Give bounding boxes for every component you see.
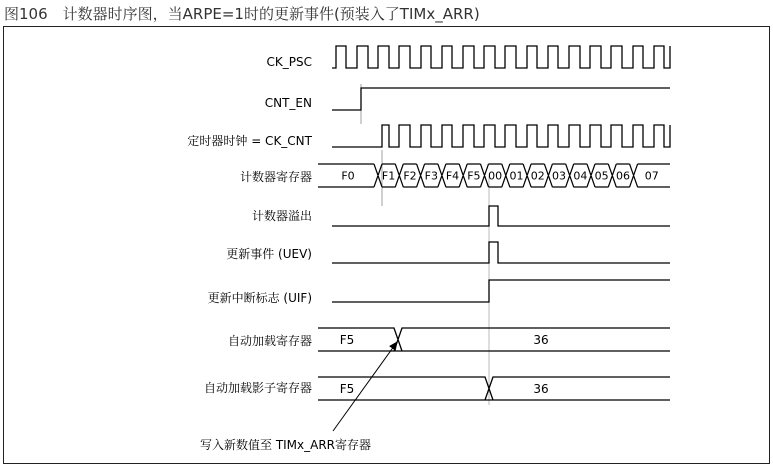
- counter-value-03: 03: [552, 169, 566, 183]
- annotation-write-arr: 写入新数值至 TIMx_ARR寄存器: [200, 438, 372, 452]
- counter-value-02: 02: [530, 169, 545, 183]
- waveform-update-event: [332, 242, 670, 263]
- counter-value-00: 00: [488, 169, 503, 183]
- bus-auto-reload-register: [318, 328, 670, 351]
- label-ck-cnt: 定时器时钟 = CK_CNT: [187, 134, 312, 148]
- counter-value-F3: F3: [424, 169, 438, 183]
- counter-value-07: 07: [644, 169, 659, 183]
- counter-value-F1: F1: [381, 169, 396, 183]
- counter-value-F4: F4: [445, 169, 460, 183]
- label-cnt-en: CNT_EN: [264, 96, 312, 110]
- counter-value-05: 05: [594, 169, 609, 183]
- label-update-interrupt-flag: 更新中断标志 (UIF): [207, 291, 312, 305]
- arr-value-after: 36: [533, 333, 549, 347]
- label-auto-reload-shadow-register: 自动加载影子寄存器: [203, 381, 312, 395]
- waveform-counter-overflow: [332, 206, 670, 226]
- arr-shadow-value-before: F5: [339, 382, 355, 396]
- label-counter-overflow: 计数器溢出: [251, 209, 312, 223]
- label-counter-register: 计数器寄存器: [239, 170, 312, 184]
- waveform-ck-psc: [332, 46, 670, 68]
- counter-value-01: 01: [509, 169, 524, 183]
- waveform-ck-cnt: [332, 125, 670, 147]
- counter-value-F5: F5: [467, 169, 481, 183]
- waveform-update-interrupt-flag: [332, 280, 670, 302]
- arr-value-before: F5: [339, 333, 355, 347]
- bus-auto-reload-shadow-register: [318, 377, 670, 400]
- label-auto-reload-register: 自动加载寄存器: [227, 334, 312, 348]
- counter-register-bus: [318, 164, 670, 187]
- label-update-event: 更新事件 (UEV): [226, 247, 312, 261]
- arr-shadow-value-after: 36: [533, 382, 549, 396]
- counter-value-06: 06: [616, 169, 630, 183]
- counter-value-04: 04: [573, 169, 588, 183]
- waveform-cnt-en: [332, 88, 670, 110]
- counter-value-F2: F2: [403, 169, 417, 183]
- label-ck-psc: CK_PSC: [266, 55, 312, 69]
- figure-caption: 图106 计数器时序图，当ARPE=1时的更新事件(预装入了TIMx_ARR): [4, 5, 480, 23]
- counter-value-F0: F0: [341, 169, 355, 183]
